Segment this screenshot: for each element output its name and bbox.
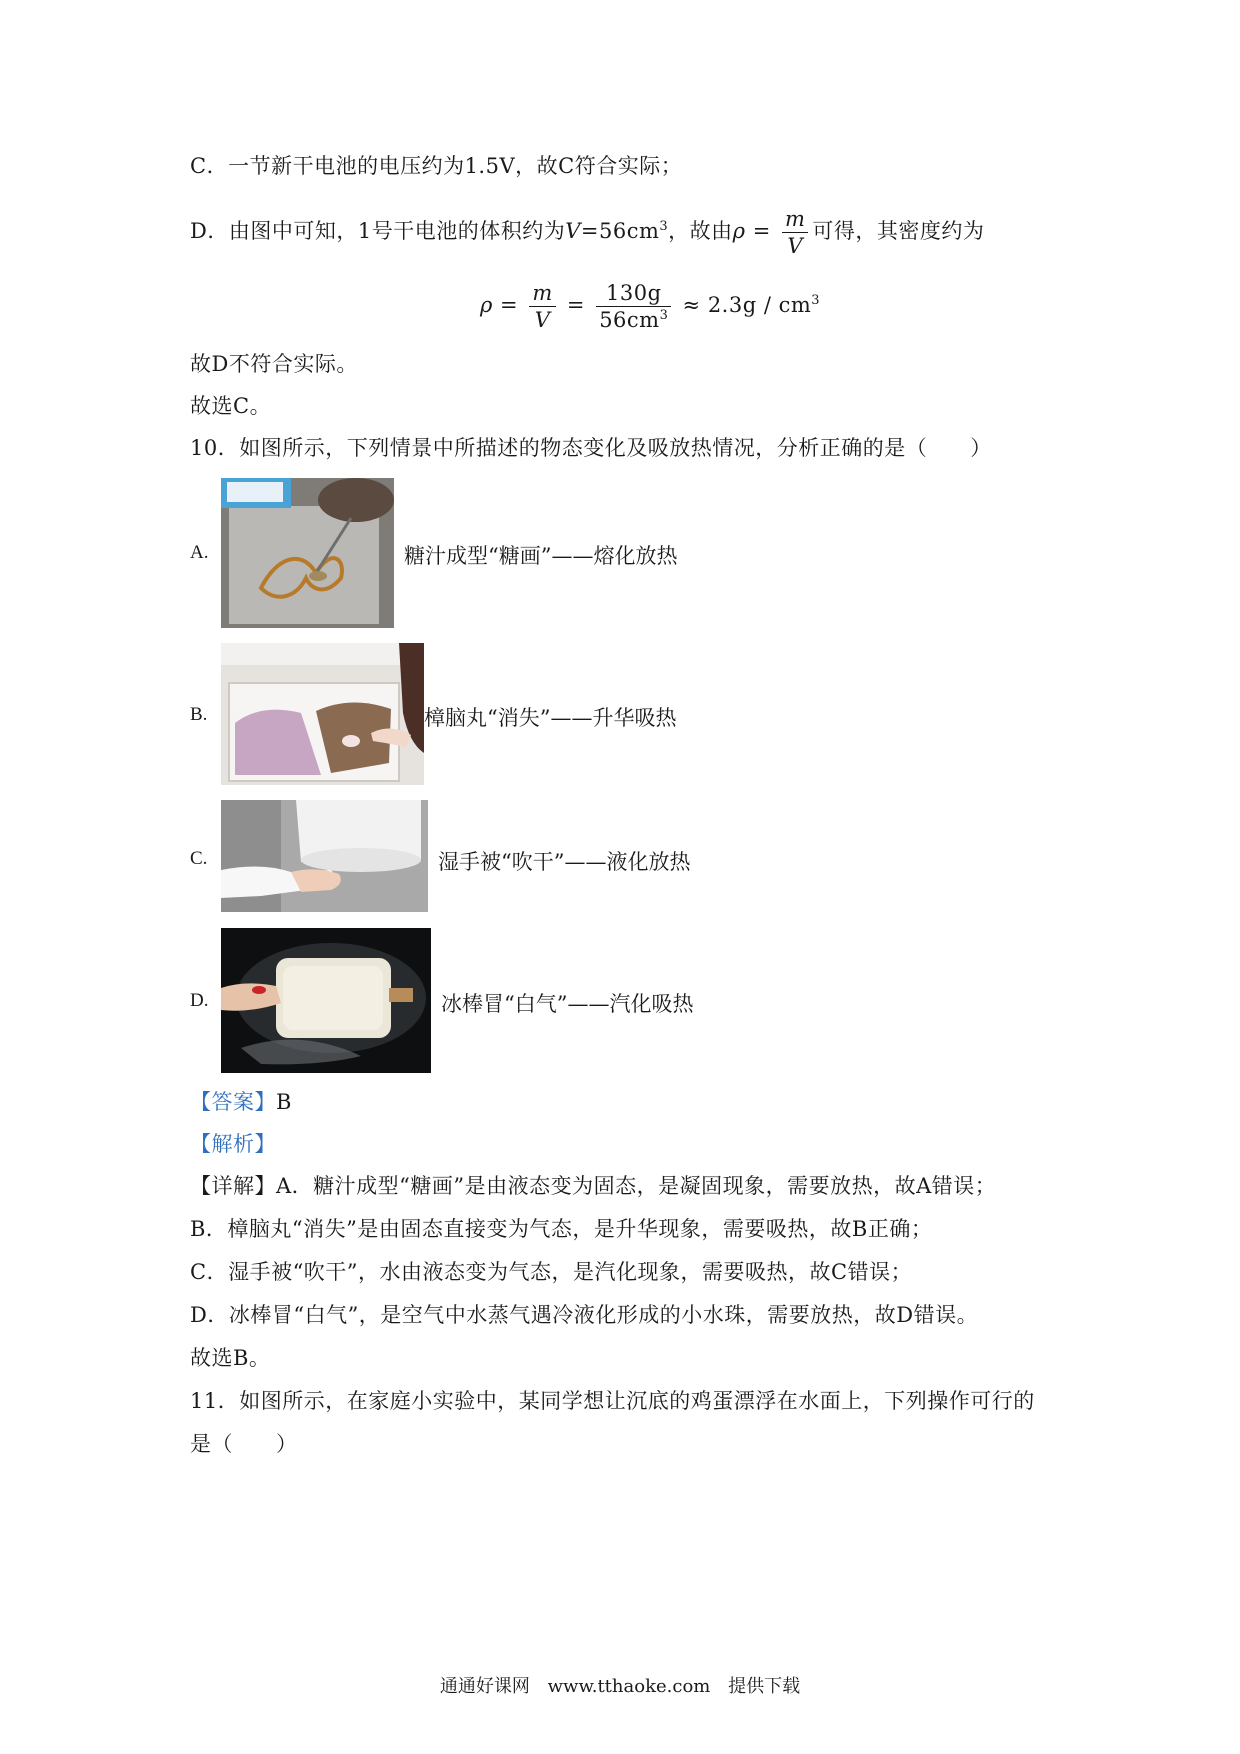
fraction-denominator: V [787,234,804,258]
formula-num-2: 130g [596,280,671,307]
footer-download: 提供下载 [728,1676,801,1697]
analysis-tag: 【解析】 [190,1132,276,1156]
detail-a-text: A．糖汁成型“糖画”是由液态变为固态，是凝固现象，需要放热，故A错误； [276,1174,997,1198]
answer-value: B [276,1090,292,1114]
option-d-label: D. [190,990,209,1011]
footer-site-name: 通通好课网 [439,1676,530,1697]
option-b-caption: 樟脑丸“消失”——升华吸热 [424,706,677,730]
formula-num-1: m [529,280,555,307]
detail-b: B．樟脑丸“消失”是由固态直接变为气态，是升华现象，需要吸热，故B正确； [190,1217,933,1241]
formula-den-2-wrap [596,307,671,333]
hand-dryer-photo [221,800,428,912]
d-suffix: 可得，其密度约为 [812,219,985,243]
formula-rho: ρ [480,293,493,317]
option-b-label: B. [190,704,208,725]
formula-fraction-2 [596,280,671,333]
density-fraction [782,206,808,259]
page-footer [0,1672,1240,1698]
formula-den-2-sup: 3 [659,308,669,323]
footer-url[interactable]: www.tthaoke.com [547,1676,711,1697]
sugar-painting-photo [221,478,394,628]
detail-a [190,1172,996,1200]
camphor-drawer-photo [221,643,424,785]
d-volume-value: =56cm [580,219,660,243]
option-a-caption: 糖汁成型“糖画”——熔化放热 [404,544,678,568]
formula-approx-sup: 3 [811,293,821,308]
choose-b: 故选B。 [190,1346,271,1370]
fraction-numerator: m [782,206,808,233]
d-mid: ，故由 [668,219,733,243]
d-volume-sup: 3 [659,219,669,234]
detail-tag: 【详解】 [190,1174,276,1198]
question-11-line2: 是（ ） [190,1432,298,1456]
popsicle-photo [221,928,431,1073]
formula-fraction-1 [529,280,555,333]
option-c-caption: 湿手被“吹干”——液化放热 [438,850,691,874]
d-rho: ρ [732,219,746,243]
d-conclusion: 故D不符合实际。 [190,352,358,376]
formula-eq1: = [492,293,526,317]
option-c-explanation: C．一节新干电池的电压约为1.5V，故C符合实际； [190,154,683,178]
detail-d: D．冰棒冒“白气”，是空气中水蒸气遇冷液化形成的小水珠，需要放热，故D错误。 [190,1303,979,1327]
answer-line [190,1088,292,1116]
detail-c: C．湿手被“吹干”，水由液态变为气态，是汽化现象，需要吸热，故C错误； [190,1260,913,1284]
question-10: 10．如图所示，下列情景中所描述的物态变化及吸放热情况，分析正确的是（ ） [190,436,992,460]
density-formula [480,280,820,333]
option-d-explanation [190,206,984,259]
d-volume-var: V [565,219,581,243]
option-a-label: A. [190,542,209,563]
answer-tag: 【答案】 [190,1090,276,1114]
formula-den-2: 56cm [599,308,660,332]
d-prefix: D．由图中可知，1号干电池的体积约为 [190,219,566,243]
formula-den-1: V [534,308,551,332]
d-eq: = [745,219,778,243]
question-11-line1: 11．如图所示，在家庭小实验中，某同学想让沉底的鸡蛋漂浮在水面上，下列操作可行的 [190,1389,1035,1413]
formula-approx: ≈ 2.3g / cm [675,293,812,317]
option-c-label: C. [190,848,208,869]
choose-c: 故选C。 [190,394,272,418]
formula-eq2: = [559,293,593,317]
option-d-caption: 冰棒冒“白气”——汽化吸热 [441,992,694,1016]
